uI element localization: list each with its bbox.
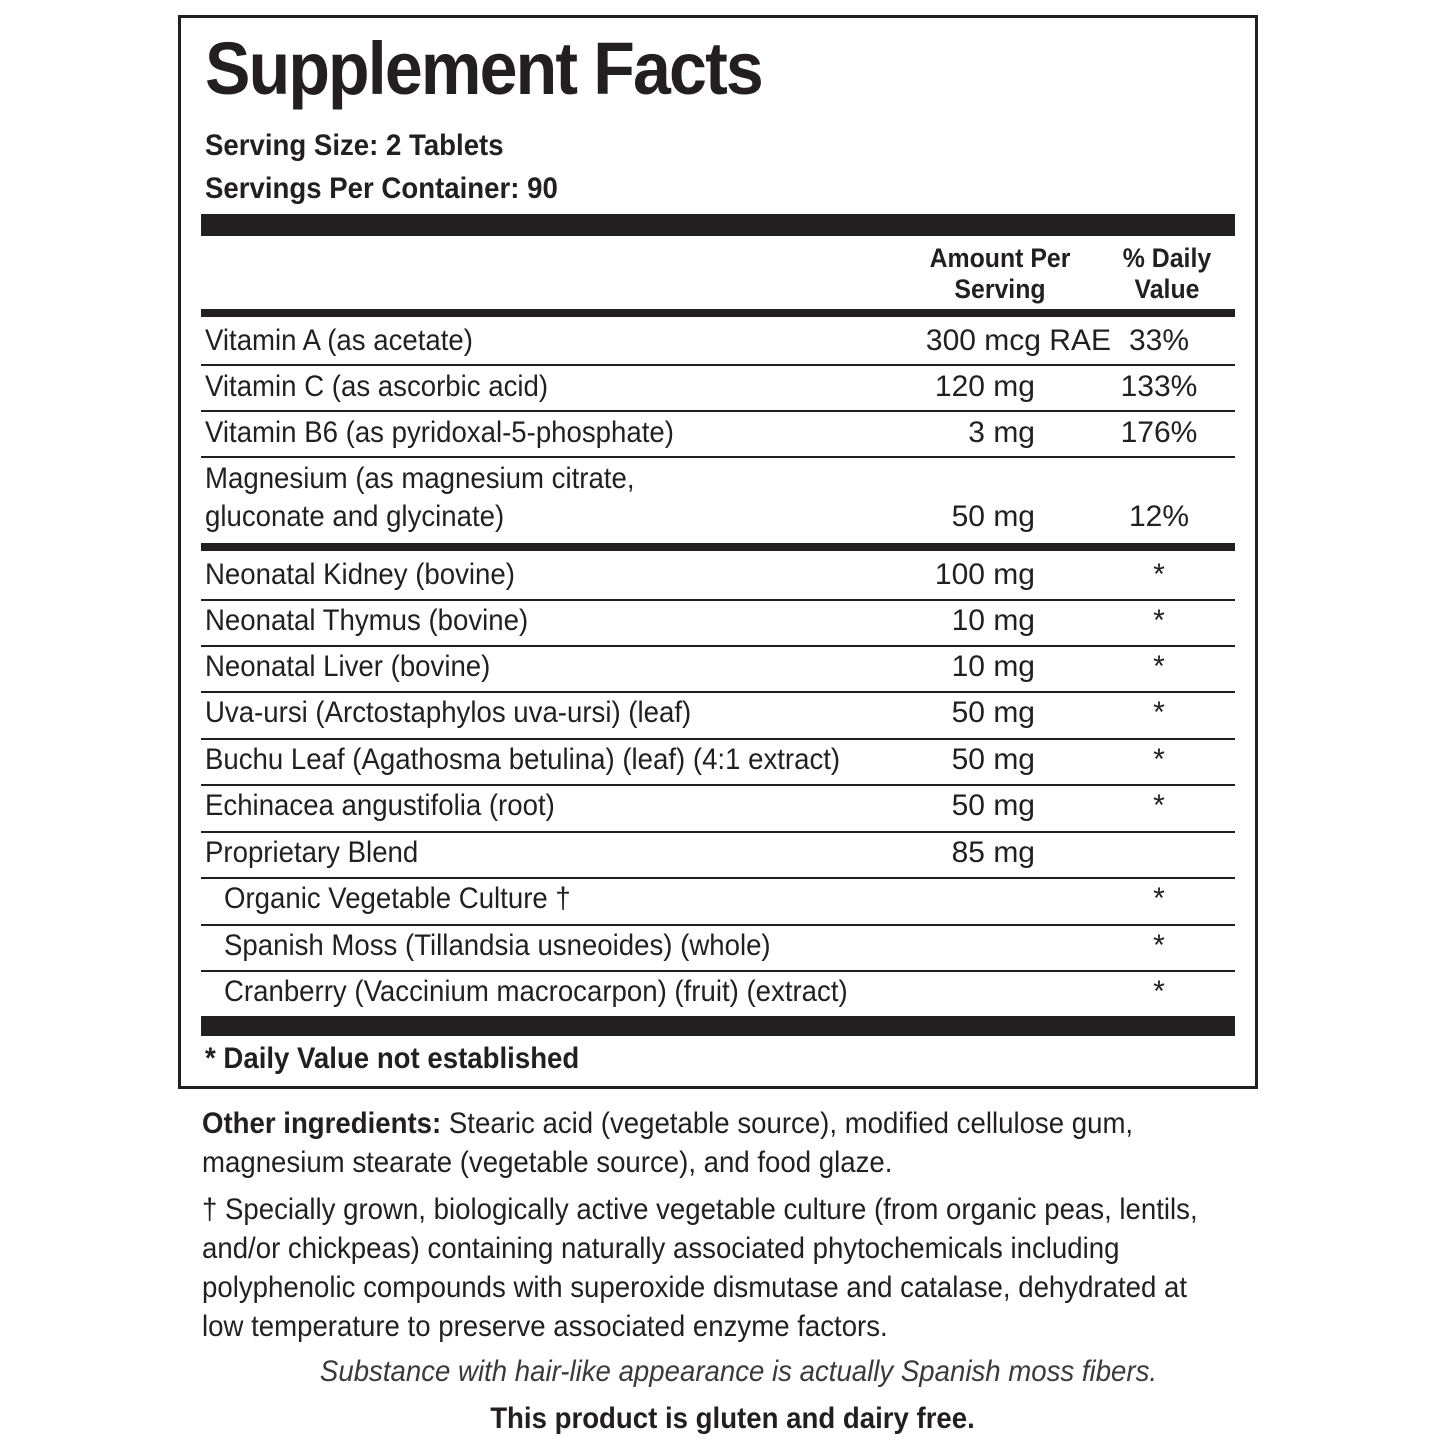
other-ingredients-label: Other ingredients: (202, 1107, 442, 1140)
table-row (201, 740, 1235, 786)
spanish-moss-note: Substance with hair-like appearance is actually Spanish moss fibers. (319, 1355, 1158, 1388)
other-ingredients-line1 (202, 1104, 1214, 1143)
ingredient-name: Neonatal Kidney (bovine) (205, 558, 515, 591)
table-row (201, 786, 1235, 833)
ingredient-amount: 10 mg (951, 650, 1035, 683)
table-row (201, 366, 1235, 412)
ingredient-name: Neonatal Thymus (bovine) (205, 604, 529, 637)
serving-size: Serving Size: 2 Tablets (205, 129, 504, 162)
ingredient-amount: 50 mg (951, 500, 1035, 533)
ingredient-name-line2: gluconate and glycinate) (205, 500, 505, 533)
ingredient-dv: 12% (1128, 500, 1190, 533)
ingredient-name: Proprietary Blend (205, 836, 419, 869)
medium-divider (201, 309, 1235, 317)
ingredient-name: Spanish Moss (Tillandsia usneoides) (whole) (224, 929, 771, 962)
dagger-note-line3: polyphenolic compounds with superoxide dismutase and catalase, dehydrated at (202, 1271, 1188, 1304)
ingredient-amount: 10 mg (951, 604, 1035, 637)
dagger-note (202, 1190, 1214, 1346)
ingredient-dv: * (1153, 650, 1165, 683)
ingredient-dv: 133% (1120, 370, 1198, 403)
daily-value-footnote: * Daily Value not established (205, 1042, 580, 1075)
dv-header-line1: % Daily (1122, 243, 1212, 273)
dv-header-line2: Value (1134, 274, 1200, 305)
ingredient-dv: * (1153, 558, 1165, 591)
table-row (201, 412, 1235, 458)
daily-value-header (1112, 243, 1222, 305)
table-row (201, 972, 1235, 1016)
ingredient-name-line1: Magnesium (as magnesium citrate, (205, 462, 635, 495)
medium-divider (201, 543, 1235, 551)
ingredient-dv: * (1153, 604, 1165, 637)
dagger-note-line4: low temperature to preserve associated enzyme factors. (202, 1310, 888, 1343)
ingredient-dv: 33% (1128, 324, 1190, 357)
ingredient-name: Echinacea angustifolia (root) (205, 789, 555, 822)
table-row (201, 647, 1235, 693)
ingredient-amount: 50 mg (951, 789, 1035, 822)
table-row (201, 879, 1235, 926)
ingredient-name: Neonatal Liver (bovine) (205, 650, 491, 683)
table-row (201, 926, 1235, 972)
ingredient-name: Organic Vegetable Culture † (224, 882, 571, 915)
ingredient-name: Vitamin B6 (as pyridoxal-5-phosphate) (205, 416, 674, 449)
amount-header-line1: Amount Per (929, 243, 1071, 273)
amount-per-serving-header (922, 243, 1078, 305)
other-ingredients-text1: Stearic acid (vegetable source), modified cellulose gum, (441, 1107, 1134, 1140)
ingredient-dv: * (1153, 696, 1165, 729)
ingredient-name: Cranberry (Vaccinium macrocarpon) (fruit) (extract) (224, 975, 848, 1008)
table-row (201, 833, 1235, 879)
other-ingredients (202, 1104, 1214, 1182)
supplement-facts-panel (178, 15, 1258, 1089)
ingredient-name: Vitamin C (as ascorbic acid) (205, 370, 549, 403)
table-row (201, 601, 1235, 647)
thick-divider (201, 214, 1235, 236)
other-ingredients-text2: magnesium stearate (vegetable source), and food glaze. (202, 1146, 893, 1179)
amount-header-line2: Serving (954, 274, 1046, 305)
ingredient-name: Uva-ursi (Arctostaphylos uva-ursi) (leaf) (205, 696, 692, 729)
ingredient-dv: * (1153, 882, 1165, 915)
ingredient-amount: 50 mg (951, 743, 1035, 776)
dagger-note-line2: and/or chickpeas) containing naturally associated phytochemicals including (202, 1232, 1120, 1265)
dagger-note-line1: † Specially grown, biologically active vegetable culture (from organic peas, lentils, (202, 1193, 1198, 1226)
ingredient-dv: * (1153, 929, 1165, 962)
ingredient-amount: 300 mcg RAE (925, 324, 1111, 357)
table-row (201, 693, 1235, 740)
ingredient-amount: 85 mg (951, 836, 1035, 869)
table-row (201, 553, 1235, 601)
table-row (201, 318, 1235, 366)
ingredient-amount: 50 mg (951, 696, 1035, 729)
ingredient-dv: * (1153, 975, 1165, 1008)
ingredient-dv: * (1153, 789, 1165, 822)
ingredient-dv: * (1153, 743, 1165, 776)
ingredient-amount: 3 mg (968, 416, 1035, 449)
ingredient-dv: 176% (1120, 416, 1198, 449)
panel-title: Supplement Facts (205, 27, 762, 110)
table-row (201, 458, 1235, 542)
ingredient-name: Buchu Leaf (Agathosma betulina) (leaf) (4:1 extract) (205, 743, 841, 776)
ingredient-name: Vitamin A (as acetate) (205, 324, 473, 357)
servings-per-container: Servings Per Container: 90 (205, 172, 558, 205)
ingredient-amount: 120 mg (934, 370, 1035, 403)
thick-divider (201, 1016, 1235, 1036)
gluten-dairy-note: This product is gluten and dairy free. (490, 1402, 975, 1435)
ingredient-amount: 100 mg (934, 558, 1035, 591)
